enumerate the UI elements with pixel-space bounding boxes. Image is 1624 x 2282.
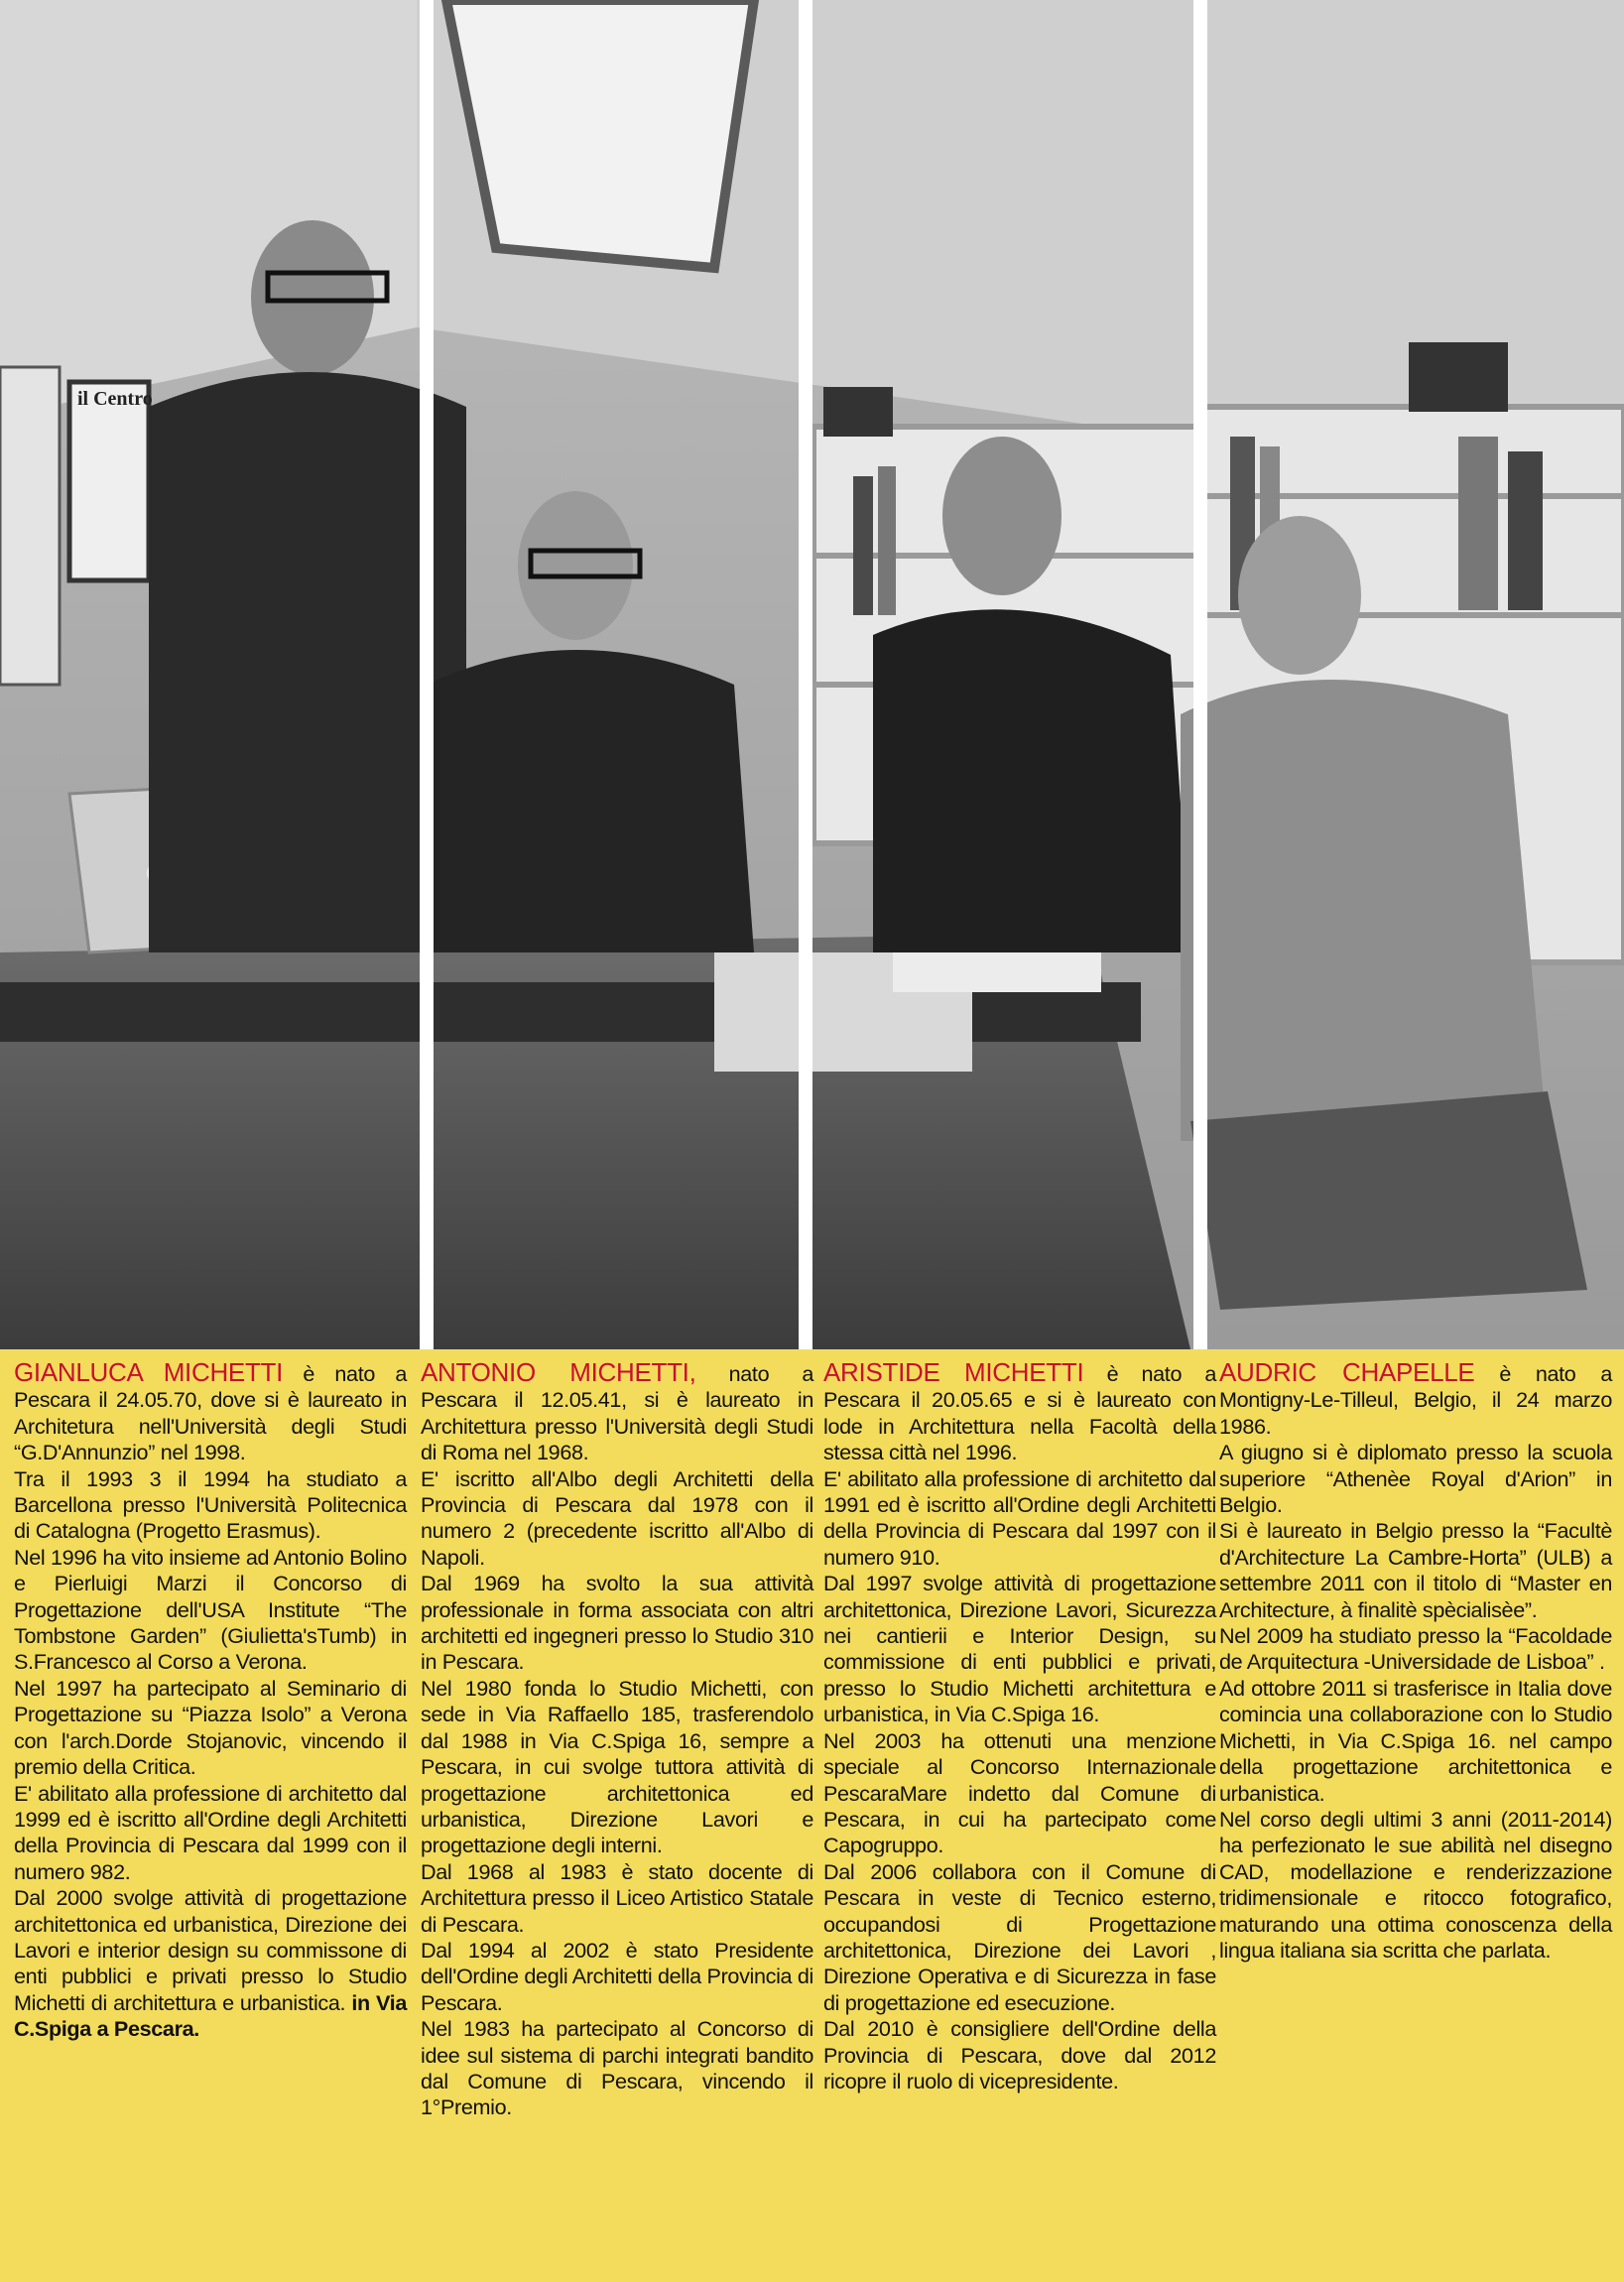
bio-text: nato a Pescara il 12.05.41, si è laureato in Architettura presso l'Università degli Studi di Roma nel 1968.: [421, 1361, 813, 1465]
bio-bold-address: in Via C.Spiga a Pescara.: [14, 1989, 407, 2042]
bio-text: Dal 1968 al 1983 è stato docente di Architettura presso il Liceo Artistico Statale di Pescara.: [421, 1858, 813, 1937]
bio-name: GIANLUCA MICHETTI: [14, 1357, 284, 1387]
bio-text: E' abilitato alla professione di architetto dal 1999 ed è iscritto all'Ordine degli Architetti della Provincia di Pescara dal 1999 con il numero 982.: [14, 1780, 407, 1884]
photo-divider-3: [1193, 0, 1207, 1349]
bio-text: Dal 2006 collabora con il Comune di Pescara in veste di Tecnico esterno, occupandosi di Progettazione architettonica, Direzione dei Lavori , Direzione Operativa e di Sicurezza in fase di progettazione ed esecuzione.: [823, 1858, 1216, 2015]
photo-divider-1: [420, 0, 434, 1349]
bio-text: Dal 1969 ha svolto la sua attività professionale in forma associata con altri architetti ed ingegneri presso lo Studio 310 in Pescara.: [421, 1571, 813, 1675]
bio-text: Nel 1983 ha partecipato al Concorso di idee sul sistema di parchi integrati bandito dal Comune di Pescara, vincendo il 1°Premio.: [421, 2016, 813, 2120]
bio-text: Nel 1997 ha partecipato al Seminario di Progettazione su “Piazza Isolo” a Verona con l'arch.Dorde Stojanovic, vincendo il premio della Critica.: [14, 1675, 407, 1780]
bio-text: Nel 1996 ha vito insieme ad Antonio Bolino e Pierluigi Marzi il Concorso di Progettazione dell'USA Institute “The Tombstone Garden” (Giulietta'sTumb) in S.Francesco al Corso a Verona.: [14, 1544, 407, 1675]
person-gianluca: [149, 372, 466, 952]
framed-newspaper: [69, 382, 149, 580]
bio-text: Ad ottobre 2011 si trasferisce in Italia dove comincia una collaborazione con lo Studio Michetti, in Via C.Spiga 16. nel campo della progettazione architettonica e urbanistica.: [1219, 1675, 1612, 1806]
bio-text: è nato a Pescara il 20.05.65 e si è laureato con lode in Architettura nella Facoltà della stessa città nel 1996.: [823, 1361, 1216, 1465]
person-audric: [1181, 680, 1548, 1141]
bio-audric: [1219, 1359, 1612, 1964]
bio-text: Dal 1994 al 2002 è stato Presidente dell'Ordine degli Architetti della Provincia di Pescara.: [421, 1937, 813, 2015]
bio-antonio: [421, 1359, 813, 2121]
bios-section: [0, 1349, 1624, 2282]
bio-text: Nel 2003 ha ottenuti una menzione speciale al Concorso Internazionale PescaraMare indetto dal Comune di Pescara, in cui ha partecipato come Capogruppo.: [823, 1727, 1216, 1858]
bio-text: Nel corso degli ultimi 3 anni (2011-2014) ha perfezionato le sue abilità nel disegno CAD, modellazione e renderizzazione tridimensionale e ritocco fotografico, maturando una ottima conoscenza della lingua italiana sia scritta che parlata.: [1219, 1806, 1612, 1963]
photo-divider-2: [799, 0, 812, 1349]
bio-gianluca: [14, 1359, 407, 2043]
bio-text: Dal 2000 svolge attività di progettazione architettonica ed urbanistica, Direzione dei Lavori e interior design su commissone di enti pubblici e privati presso lo Studio Michetti di architettura e urbanistica.: [14, 1885, 407, 2015]
bio-aristide: [823, 1359, 1216, 2094]
bio-text: E' iscritto all'Albo degli Architetti della Provincia di Pescara dal 1978 con il numero 2 (precedente iscritto all'Albo di Napoli.: [421, 1465, 813, 1570]
bio-name: AUDRIC CHAPELLE: [1219, 1357, 1475, 1387]
bio-text: Si è laureato in Belgio presso la “Facultè d'Architecture La Cambre-Horta” (ULB) a settembre 2011 con il titolo di “Master en Architecture, à finalitè spècialisèe”.: [1219, 1518, 1612, 1622]
bio-text: Nel 1980 fonda lo Studio Michetti, con sede in Via Raffaello 185, trasferendolo dal 1988 in Via C.Spiga 16, sempre a Pescara, in cui svolge tuttora attività di progettazione architettonica ed urbanistica, Direzione Lavori e progettazione degli interni.: [421, 1675, 813, 1858]
bio-text: Nel 2009 ha studiato presso la “Facoldade de Arquitectura -Universidade de Lisboa” .: [1219, 1623, 1612, 1675]
wall-poster: [0, 367, 60, 685]
person-antonio: [427, 650, 754, 952]
bio-text: A giugno si è diplomato presso la scuola superiore “Athenèe Royal d'Arion” in Belgio.: [1219, 1440, 1612, 1518]
newspaper-title: il Centro: [77, 388, 153, 410]
bio-text: è nato a Montigny-Le-Tilleul, Belgio, il 24 marzo 1986.: [1219, 1361, 1612, 1439]
bio-text: E' abilitato alla professione di architetto dal 1991 ed è iscritto all'Ordine degli Architetti della Provincia di Pescara dal 1997 con il numero 910.: [823, 1465, 1216, 1570]
bio-name: ANTONIO MICHETTI,: [421, 1357, 696, 1387]
bio-text: Dal 2010 è consigliere dell'Ordine della Provincia di Pescara, dove dal 2012 ricopre il ruolo di vicepresidente.: [823, 2016, 1216, 2093]
picture-frame: [1409, 342, 1508, 412]
person-aristide: [873, 609, 1190, 952]
bio-name: ARISTIDE MICHETTI: [823, 1357, 1084, 1387]
bio-text: Tra il 1993 3 il 1994 ha studiato a Barcellona presso l'Università Politecnica di Catalogna (Progetto Erasmus).: [14, 1465, 407, 1544]
skylight-icon: [446, 0, 754, 268]
bio-text: Dal 1997 svolge attività di progettazione architettonica, Direzione Lavori, Sicurezza nei cantierii e Interior Design, su commissione di enti pubblici e privati, presso lo Studio Michetti architettura e urbanistica, in Via C.Spiga 16.: [823, 1571, 1216, 1727]
bio-text: è nato a Pescara il 24.05.70, dove si è laureato in Architetura nell'Università degli Studi “G.D'Annunzio” nel 1998.: [14, 1361, 407, 1465]
